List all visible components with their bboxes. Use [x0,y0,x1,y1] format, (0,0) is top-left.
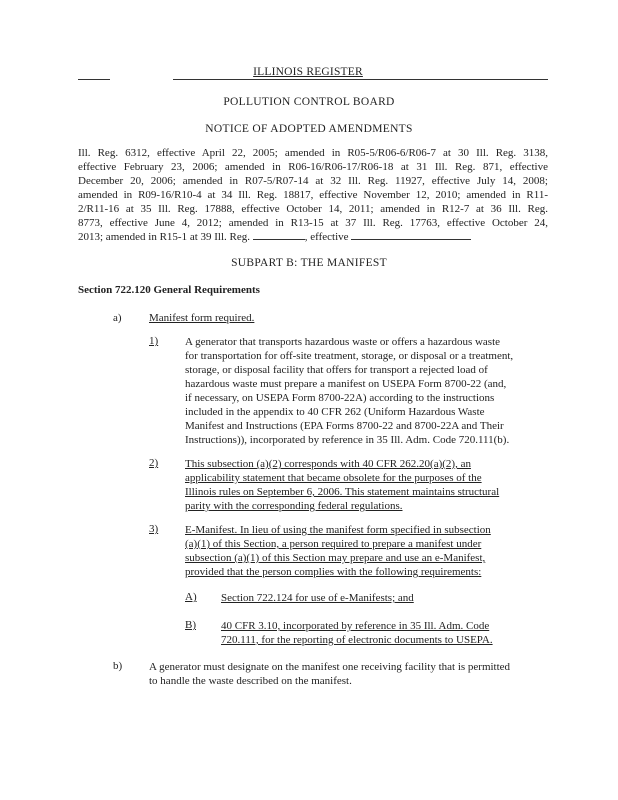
history-last-mid: , effective [304,231,349,243]
history-line: effective February 23, 2006; amended in R06-16/R06-17/R06-18 at 31 Ill. Reg. 871, effective [78,161,548,173]
item-3A-text: Section 722.124 for use of e-Manifests; and [221,592,414,604]
history-line: Ill. Reg. 6312, effective April 22, 2005; amended in R05-5/R06-6/R06-7 at 30 Ill. Reg. 3138, [78,147,548,159]
register-page-blank [253,230,305,240]
header-rule-right [173,79,548,80]
item-3B-number: B) [185,619,196,631]
history-paragraph [78,146,548,244]
history-line: 8773, effective June 4, 2012; amended in R13-15 at 37 Ill. Reg. 17763, effective October 24, [78,217,548,229]
agency-title: POLLUTION CONTROL BOARD [223,96,395,108]
section-heading: Section 722.120 General Requirements [78,284,260,296]
item-3-text: E-Manifest. In lieu of using the manifest form specified in subsection (a)(1) of this Section, a person required to prepare a manifest under subsection (a)(1) of this Section may prepare and use an e-Manifest, provided that the person complies with the following requirements: [185,524,491,578]
notice-title: NOTICE OF ADOPTED AMENDMENTS [205,123,413,135]
header-rule-left [78,79,110,80]
history-line: December 20, 2006; amended in R07-5/R07-14 at 32 Ill. Reg. 11927, effective July 14, 2008; [78,175,548,187]
item-3-number: 3) [149,523,159,535]
history-line: 2/R11-16 at 35 Ill. Reg. 17888, effective October 14, 2011; amended in R12-7 at 36 Ill. Reg. [78,203,548,215]
subsection-a-title: Manifest form required. [149,312,255,324]
item-1-text: A generator that transports hazardous waste or offers a hazardous waste for transportation for off-site treatment, storage, or disposal or a treatment, storage, or disposal facility that offers for transport a rejected load of hazardous waste must prepare a manifest on USEPA Form 8700-22 (and, if necessary, on USEPA Form 8700-22A) according to the instructions included in the appendix to 40 CFR 262 (Uniform Hazardous Waste Manifest and Instructions (EPA Forms 8700-22 and 8700-22A and Their Instructions)), incorporated by reference in 35 Ill. Adm. Code 720.111(b). [185,336,514,446]
item-2-text: This subsection (a)(2) corresponds with 40 CFR 262.20(a)(2), an applicability statement that became obsolete for the purposes of the Illinois rules on September 6, 2006. This statement maintains structural parity with the corresponding federal regulations. [185,458,500,512]
item-2-number: 2) [149,457,159,469]
subsection-b-label: b) [113,660,123,672]
history-line: amended in R09-16/R10-4 at 34 Ill. Reg. 18817, effective November 12, 2010; amended in R11- [78,189,548,201]
register-title: ILLINOIS REGISTER [253,66,363,78]
subsection-b-text: A generator must designate on the manifest one receiving facility that is permitted to handle the waste described on the manifest. [149,661,511,687]
item-3A-number: A) [185,591,197,603]
history-last-line [78,230,548,244]
item-3B-text: 40 CFR 3.10, incorporated by reference in 35 Ill. Adm. Code 720.111, for the reporting of electronic documents to USEPA. [221,620,493,646]
subsection-a-label: a) [113,312,122,324]
history-last-start: 2013; amended in R15-1 at 39 Ill. Reg. [78,231,250,243]
item-1-number: 1) [149,335,159,347]
effective-date-blank [351,230,471,240]
subpart-heading: SUBPART B: THE MANIFEST [231,257,387,269]
